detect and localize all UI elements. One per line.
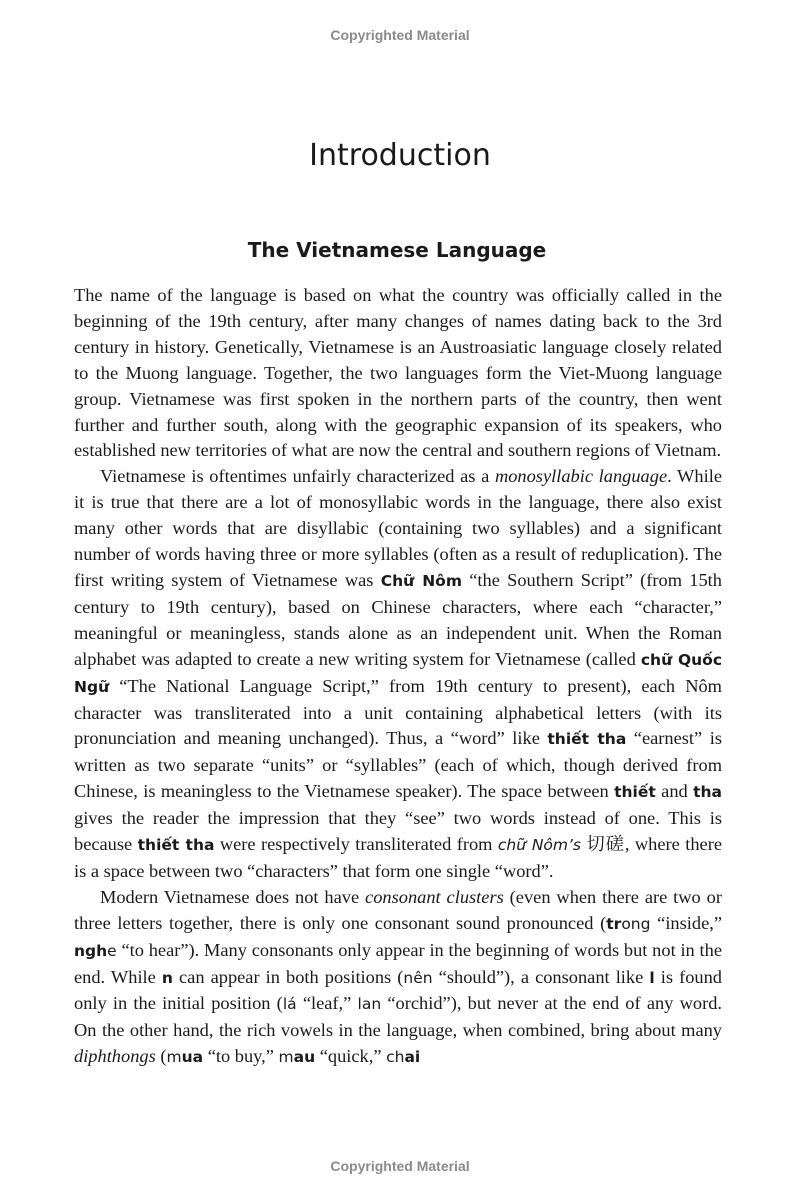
text-span: “inside,” — [650, 912, 723, 933]
text-span: “The National Language Script,” from 19th century to present), each Nôm character was transliterated into a unit containing alphabetical letters (with its pronunciation and meaning unchanged). Thus, a “word” like — [74, 675, 722, 749]
text-span: . While it is true that there are a lot of monosyllabic words in the language, there also exist many other words that are disyllabic (containing two syllables) and a significant number of words having three or more syllables (often as a result of reduplication). The first writing system of Vietnamese was — [74, 466, 722, 590]
text-span: is found only in the initial position ( — [74, 966, 722, 1014]
vn-term-thiet-tha: thiết tha — [547, 730, 627, 749]
vn-highlight: tr — [606, 914, 622, 933]
vn-word: ch — [386, 1048, 405, 1067]
vn-term-thiet-tha: thiết tha — [137, 836, 215, 855]
vn-word: ong — [621, 914, 651, 933]
chapter-title: Introduction — [309, 138, 491, 173]
text-span: “should”), a consonant like — [432, 966, 650, 987]
text-span: can appear in both positions ( — [172, 966, 404, 987]
vn-word: e — [107, 941, 117, 960]
text-span: “earnest” is written as two separate “units” or “syllables” (each of which, though derived from Chinese, is meaningless to the Vietnamese speaker). The space between — [74, 728, 722, 802]
vn-highlight: n — [161, 968, 173, 987]
copyright-watermark-top: Copyrighted Material — [330, 27, 470, 43]
text-span: “orchid”), but never at the end of any word. On the other hand, the rich vowels in the language, when combined, bring about many — [74, 993, 722, 1041]
text-span: “quick,” — [315, 1046, 387, 1067]
vn-word: m — [166, 1048, 182, 1067]
text-span: “the Southern Script” (from 15th century to 19th century), based on Chinese characters, where each “character,” meaningful or meaningless, stands alone as an independent unit. When the Roman alphabet was adapted to create a new writing system for Vietnamese (called — [74, 569, 722, 669]
text-span: and — [655, 781, 694, 802]
section-title: The Vietnamese Language — [247, 238, 547, 262]
term-consonant-clusters: consonant clusters — [365, 886, 504, 907]
vn-word: lan — [357, 995, 382, 1014]
vn-term-chu-noms: chữ Nôm’s — [497, 836, 581, 855]
text-span: Vietnamese is oftentimes unfairly characterized as a — [100, 466, 495, 487]
text-span: gives the reader the impression that they “see” two words instead of one. This is because — [74, 808, 722, 855]
vn-term-chu-nom: Chữ Nôm — [380, 571, 462, 590]
vn-word: m — [278, 1048, 294, 1067]
vn-highlight: l — [649, 968, 655, 987]
term-monosyllabic: monosyllabic language — [494, 466, 668, 487]
vn-highlight: ai — [404, 1048, 421, 1067]
vn-word: lá — [282, 995, 297, 1014]
text-span: (even when there are two or three letters together, there is only one consonant sound pronounced ( — [74, 886, 722, 933]
paragraph-3 — [74, 885, 722, 1071]
text-span: “leaf,” — [296, 993, 358, 1014]
text-span: “to buy,” — [203, 1046, 279, 1067]
vn-term-chu-quoc-ngu: chữ Quốc Ngữ — [74, 650, 723, 696]
vn-highlight: ngh — [74, 941, 108, 960]
text-span: “to hear”). Many consonants only appear in the beginning of words but not in the end. While — [74, 939, 722, 987]
body-text — [74, 283, 722, 1071]
paragraph-2 — [74, 464, 722, 885]
paragraph-1: The name of the language is based on what the country was officially called in the beginning of the 19th century, after many changes of names dating back to the 3rd century in history. Genetically, Vietnamese is an Austroasiatic language closely related to the Muong language. Together, the two languages form the Viet-Muong language group. Vietnamese was first spoken in the northern parts of the country, then went further and further south, along with the geographic expansion of its speakers, who established new territories of what are now the central and southern regions of Vietnam. — [74, 285, 722, 461]
vn-word: nên — [403, 968, 433, 987]
term-diphthongs: diphthongs — [74, 1046, 156, 1067]
vn-highlight: au — [293, 1048, 316, 1067]
text-span: 切磋, where there is a space between two “characters” that form one single “word”. — [74, 834, 722, 881]
vn-term-tha: tha — [693, 783, 722, 802]
vn-highlight: ua — [181, 1048, 204, 1067]
text-span: were respectively transliterated from — [214, 834, 498, 855]
vn-term-thiet: thiết — [614, 783, 656, 802]
text-span: ( — [155, 1046, 167, 1067]
copyright-watermark-bottom: Copyrighted Material — [330, 1158, 470, 1174]
text-span: Modern Vietnamese does not have — [100, 886, 366, 907]
